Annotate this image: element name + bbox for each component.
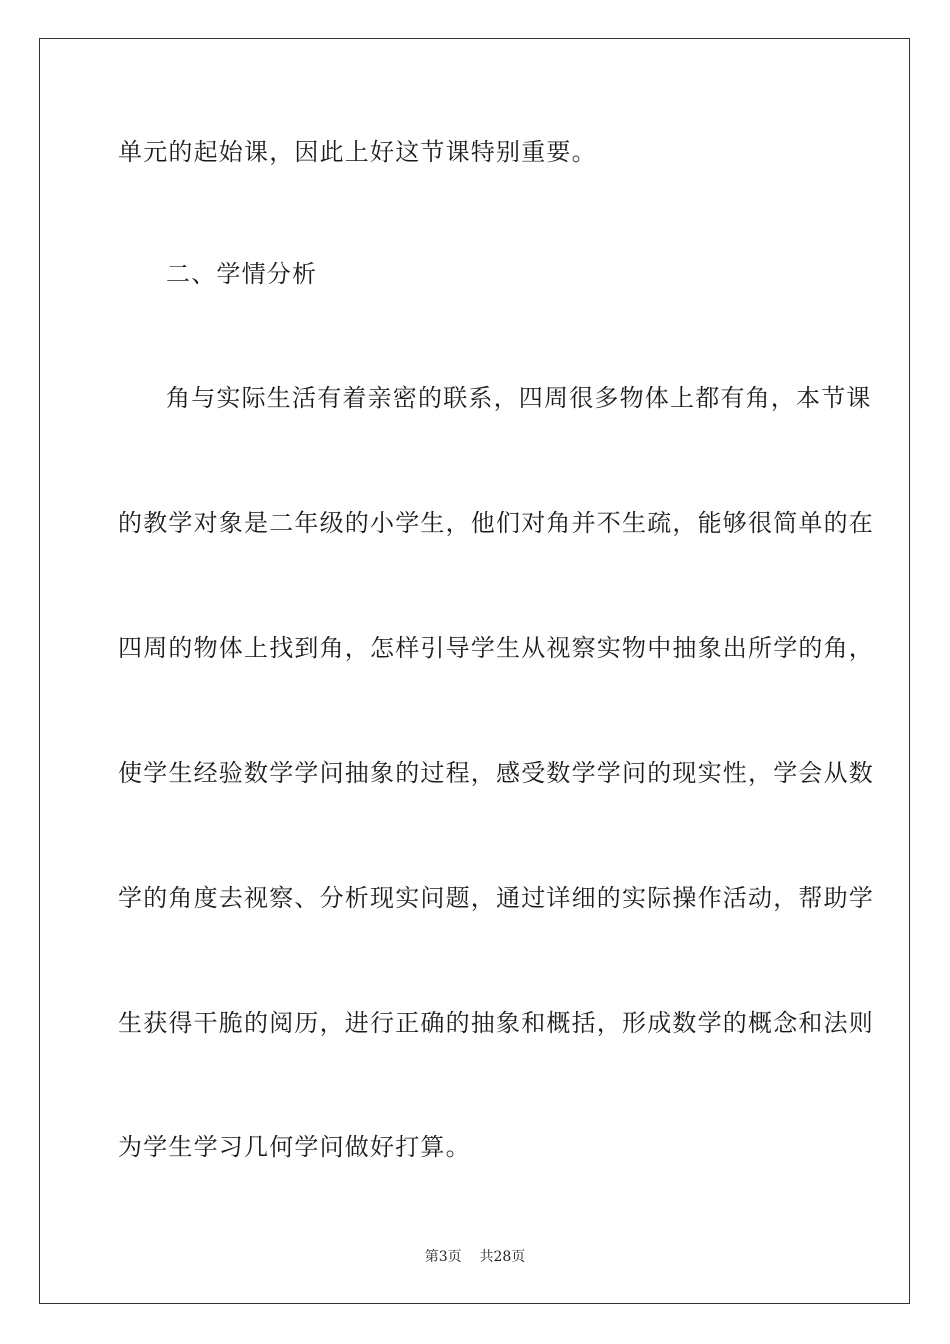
page-total: 共28页 — [479, 1249, 526, 1265]
page-border — [39, 38, 910, 1304]
page-number: 第3页 — [424, 1249, 462, 1265]
paragraph-line-5: 使学生经验数学学问抽象的过程，感受数学学问的现实性，学会从数 — [118, 759, 874, 787]
paragraph-line-2: 角与实际生活有着亲密的联系，四周很多物体上都有角，本节课 — [166, 384, 872, 412]
paragraph-line-6: 学的角度去视察、分析现实问题，通过详细的实际操作活动，帮助学 — [118, 884, 874, 912]
paragraph-line-4: 四周的物体上找到角，怎样引导学生从视察实物中抽象出所学的角， — [118, 634, 874, 662]
paragraph-line-7: 生获得干脆的阅历，进行正确的抽象和概括，形成数学的概念和法则 — [118, 1009, 874, 1037]
page-footer — [0, 1248, 950, 1266]
section-heading: 二、学情分析 — [166, 260, 318, 288]
paragraph-line-3: 的教学对象是二年级的小学生，他们对角并不生疏，能够很简单的在 — [118, 509, 874, 537]
paragraph-line-1: 单元的起始课，因此上好这节课特别重要。 — [118, 138, 597, 166]
paragraph-line-8: 为学生学习几何学问做好打算。 — [118, 1133, 471, 1161]
